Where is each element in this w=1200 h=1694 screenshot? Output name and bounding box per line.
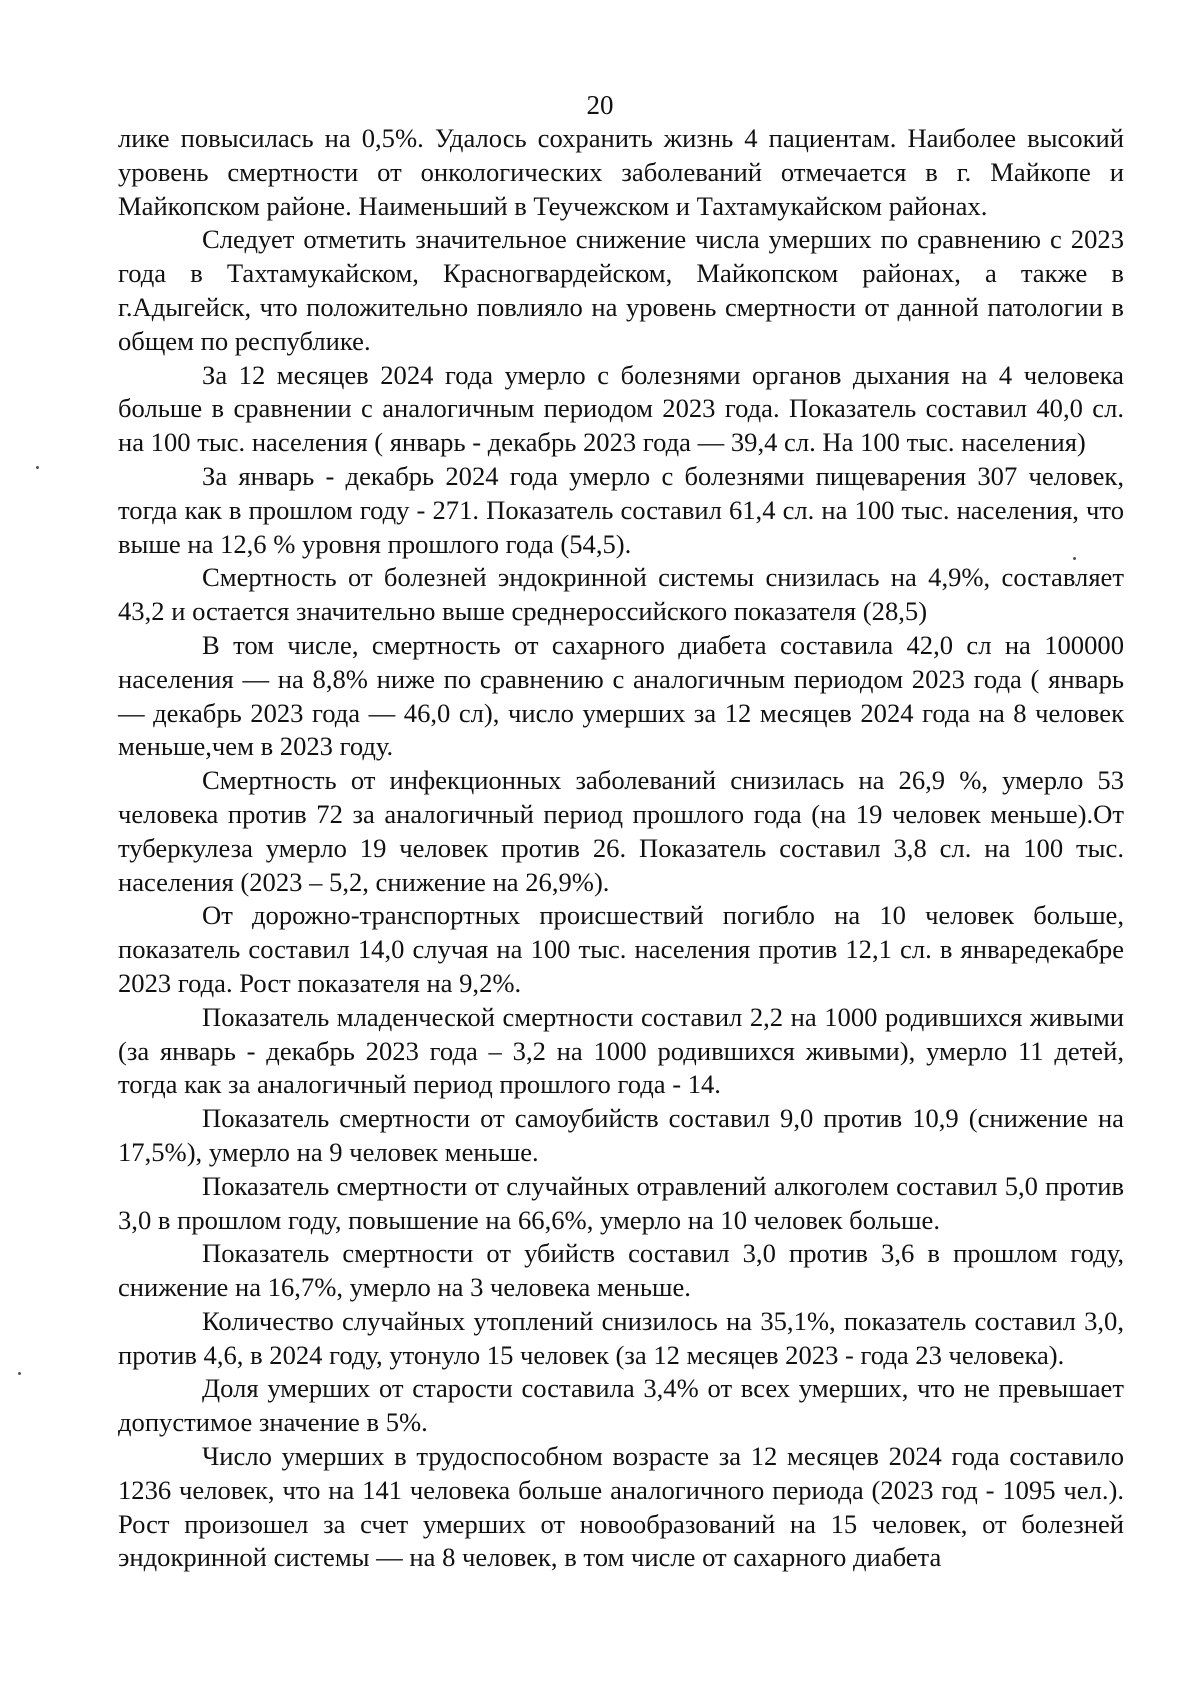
paragraph-infant-mortality: Показатель младенческой смертности составил 2,2 на 1000 родившихся живыми (за январь - декабрь 2023 года – 3,2 на 1000 родившихся живыми), умерло 11 детей, тогда как за аналогичный период прошлого года - 14. xyxy=(118,1001,1124,1100)
scan-speck xyxy=(18,1372,21,1375)
paragraph-oncology-districts: Следует отметить значительное снижение числа умерших по сравнению с 2023 года в Тахтамукайском, Красногвардейском, Майкопском районах, а также в г.Адыгейск, что положительно повлияло на уровень смертности от данной патологии в общем по республике. xyxy=(118,224,1124,356)
paragraph-alcohol-poisoning: Показатель смертности от случайных отравлений алкоголем составил 5,0 против 3,0 в прошлом году, повышение на 66,6%, умерло на 10 человек больше. xyxy=(118,1170,1124,1235)
paragraph-old-age: Доля умерших от старости составила 3,4% от всех умерших, что не превышает допустимое значение в 5%. xyxy=(118,1373,1124,1438)
paragraph-road-accidents: От дорожно-транспортных происшествий погибло на 10 человек больше, показатель составил 14,0 случая на 100 тыс. населения против 12,1 сл. в январедекабре 2023 года. Рост показателя на 9,2%. xyxy=(118,900,1124,998)
paragraph-suicide: Показатель смертности от самоубийств составил 9,0 против 10,9 (снижение на 17,5%), умерло на 9 человек меньше. xyxy=(118,1103,1124,1167)
paragraph-respiratory: За 12 месяцев 2024 года умерло с болезнями органов дыхания на 4 человека больше в сравнении с аналогичным периодом 2023 года. Показатель составил 40,0 сл. на 100 тыс. населения ( январь - декабрь 2023 года — 39,4 сл. На 100 тыс. населения) xyxy=(118,359,1124,458)
paragraph-endocrine: Смертность от болезней эндокринной системы снизилась на 4,9%, составляет 43,2 и остается значительно выше среднероссийского показателя (28,5) xyxy=(118,562,1124,627)
paragraph-homicide: Показатель смертности от убийств составил 3,0 против 3,6 в прошлом году, снижение на 16,7%, умерло на 3 человека меньше. xyxy=(118,1238,1124,1303)
paragraph-drowning: Количество случайных утоплений снизилось на 35,1%, показатель составил 3,0, против 4,6, в 2024 году, утонуло 15 человек (за 12 месяцев 2023 - года 23 человека). xyxy=(118,1305,1124,1370)
body-text xyxy=(118,122,1124,1575)
scan-speck xyxy=(36,466,39,469)
paragraph-oncology-continued: лике повысилась на 0,5%. Удалось сохранить жизнь 4 пациентам. Наиболее высокий уровень смертности от онкологических заболеваний отмечается в г. Майкопе и Майкопском районе. Наименьший в Теучежском и Тахтамукайском районах. xyxy=(118,123,1124,221)
paragraph-infectious: Смертность от инфекционных заболеваний снизилась на 26,9 %, умерло 53 человека против 72 за аналогичный период прошлого года (на 19 человек меньше).От туберкулеза умерло 19 человек против 26. Показатель составил 3,8 сл. на 100 тыс. населения (2023 – 5,2, снижение на 26,9%). xyxy=(118,765,1124,897)
paragraph-diabetes: В том числе, смертность от сахарного диабета составила 42,0 сл на 100000 населения — на 8,8% ниже по сравнению с аналогичным периодом 2023 года ( январь — декабрь 2023 года — 46,0 сл), число умерших за 12 месяцев 2024 года на 8 человек меньше,чем в 2023 году. xyxy=(118,629,1124,762)
paragraph-digestive: За январь - декабрь 2024 года умерло с болезнями пищеварения 307 человек, тогда как в прошлом году - 271. Показатель составил 61,4 сл. на 100 тыс. населения, что выше на 12,6 % уровня прошлого года (54,5). xyxy=(118,460,1124,559)
scan-speck xyxy=(1073,557,1076,560)
page-number: 20 xyxy=(586,90,614,120)
paragraph-working-age: Число умерших в трудоспособном возрасте за 12 месяцев 2024 года составило 1236 человек, что на 141 человека больше аналогичного периода (2023 год - 1095 чел.). Рост произошел за счет умерших от новообразований на 15 человек, от болезней эндокринной системы — на 8 человек, в том числе от сахарного диабета xyxy=(118,1441,1124,1573)
